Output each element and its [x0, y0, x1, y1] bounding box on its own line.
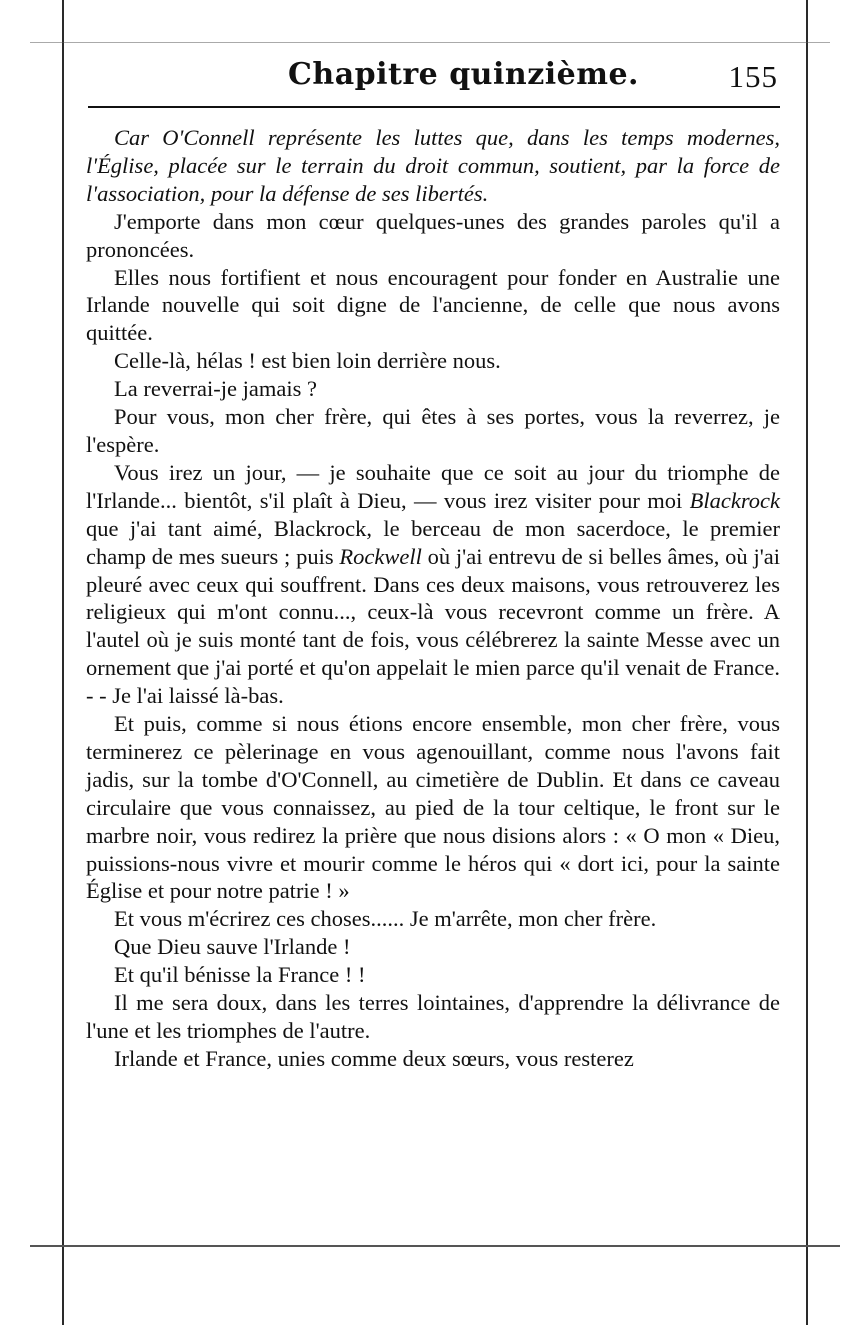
text-segment: Vous irez un jour, — je souhaite que ce soit au jour du triomphe de l'Irlande... bientôt, s'il plaît à Dieu, — vous irez visiter pour moi: [86, 459, 780, 513]
paragraph: [86, 208, 780, 264]
text-segment: Irlande et France, unies comme deux sœurs, vous resterez: [114, 1045, 634, 1071]
text-segment: Il me sera doux, dans les terres lointaines, d'apprendre la délivrance de l'une et les triomphes de l'autre.: [86, 990, 780, 1043]
header-rule: [88, 106, 780, 108]
page-number: 155: [728, 59, 778, 94]
paragraph: [86, 403, 780, 459]
paragraph: [86, 989, 780, 1045]
text-segment: Elles nous fortifient et nous encouragent pour fonder en Australie une Irlande nouvelle qui soit digne de l'ancienne, de celle que nous avons quittée.: [86, 264, 780, 346]
text-segment: Et vous m'écrirez ces choses...... Je m'arrête, mon cher frère.: [114, 906, 657, 932]
text-segment: La reverrai-je jamais ?: [114, 376, 317, 402]
paragraph: [86, 1045, 780, 1073]
italic-text: Car O'Connell représente les luttes que, dans les temps modernes, l'Église, placée sur le terrain du droit commun, soutient, par la force de l'association, pour la défense de ses libertés.: [86, 125, 780, 206]
text-segment: Pour vous, mon cher frère, qui êtes à ses portes, vous la reverrez, je l'espère.: [86, 404, 780, 457]
right-margin-line: [806, 0, 808, 1325]
paragraph: [86, 375, 780, 403]
body-text: [86, 124, 780, 1073]
paragraph: [86, 961, 780, 989]
left-margin-line: [62, 0, 64, 1325]
text-segment: Celle-là, hélas ! est bien loin derrière nous.: [114, 348, 501, 374]
text-segment: J'emporte dans mon cœur quelques-unes des grandes paroles qu'il a prononcées.: [86, 208, 780, 262]
text-segment: Que Dieu sauve l'Irlande !: [114, 934, 351, 960]
paragraph: [86, 347, 780, 375]
text-segment: Et qu'il bénisse la France ! !: [114, 962, 366, 988]
bottom-scan-line: [30, 1245, 840, 1247]
italic-text: Rockwell: [339, 543, 422, 569]
paragraph: [86, 264, 780, 348]
chapter-title: Chapitre quinzième.: [288, 57, 639, 92]
top-scan-line: [30, 42, 830, 43]
paragraph: [86, 905, 780, 933]
italic-text: Blackrock: [689, 487, 780, 513]
text-segment: Et puis, comme si nous étions encore ensemble, mon cher frère, vous terminerez ce pèlerinage en vous agenouillant, comme nous l'avons fait jadis, sur la tombe d'O'Connell, au cimetière de Dublin. Et dans ce caveau circulaire que vous connaissez, au pied de la tour celtique, le front sur le marbre noir, vous redirez la prière que nous disions alors : « O mon « Dieu, puissions-nous vivre et mourir comme le héros qui « dort ici, pour la sainte Église et pour notre patrie ! »: [86, 711, 780, 904]
page-header: [88, 55, 778, 99]
text-segment: que j'ai tant aimé, Blackrock, le berceau de mon sacerdoce, le premier champ de mes sueurs ; puis: [86, 515, 780, 569]
paragraph: [86, 933, 780, 961]
paragraph: [86, 459, 780, 710]
paragraph: [86, 124, 780, 208]
paragraph: [86, 710, 780, 905]
text-segment: où j'ai entrevu de si belles âmes, où j'ai pleuré avec ceux qui souffrent. Dans ces deux maisons, vous retrouverez les religieux qui m'ont connu..., ceux-là vous recevront comme un frère. A l'autel où je suis monté tant de fois, vous célébrerez la sainte Messe avec un ornement que j'ai porté et qu'on appelait le mien parce qu'il venait de France. - - Je l'ai laissé là-bas.: [86, 543, 780, 709]
